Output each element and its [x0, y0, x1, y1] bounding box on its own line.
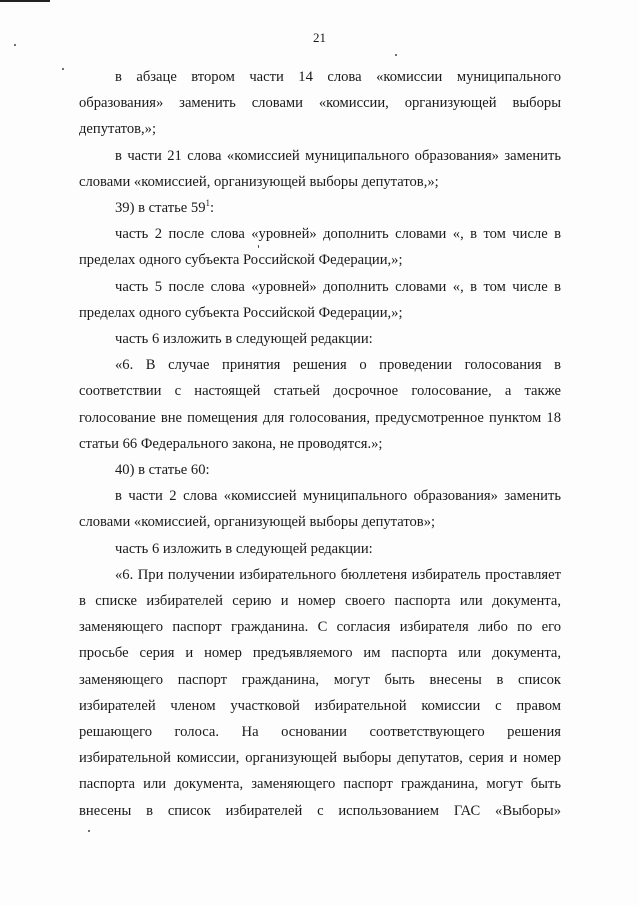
paragraph-2: в части 21 слова «комиссией муниципального образования» заменить словами «комиссией, организующей выборы депутатов,»;	[79, 147, 561, 190]
paragraph-5: часть 5 после слова «уровней» дополнить словами «, в том числе в пределах одного субъекта Российской Федерации,»;	[79, 278, 561, 321]
scan-speck	[62, 68, 64, 70]
paragraph-3	[79, 195, 561, 221]
paragraph-11: «6. При получении избирательного бюллетеня избиратель проставляет в списке избирателей серию и номер своего паспорта или документа, заменяющего паспорт гражданина. С согласия избирателя либо по его просьбе серия и номер предъявляемого им паспорта или документа, заменяющего паспорт гражданина, могут быть внесены в список избирателей членом участковой избирательной комиссии с правом решающего голоса. На основании соответствующего решения избирательной комиссии, организующей выборы депутатов, серия и номер паспорта или документа, заменяющего паспорт гражданина, могут быть внесены в список избирателей с использованием ГАС «Выборы»	[79, 566, 561, 819]
paragraph-4: часть 2 после слова «уровней» дополнить словами «, в том числе в пределах одного субъекта Российской Федерации,»;	[79, 226, 561, 269]
paragraph-6: часть 6 изложить в следующей редакции:	[115, 331, 373, 348]
document-body	[79, 64, 561, 824]
paragraph-9: в части 2 слова «комиссией муниципального образования» заменить словами «комиссией, организующей выборы депутатов»;	[79, 488, 561, 531]
article-ref: 39) в статье 59	[115, 200, 206, 217]
article-superscript: 1	[205, 198, 211, 209]
paragraph-10: часть 6 изложить в следующей редакции:	[115, 540, 373, 557]
paragraph-1: в абзаце втором части 14 слова «комиссии муниципального образования» заменить словами «комиссии, организующей выборы депутатов,»;	[79, 69, 561, 138]
paragraph-8: 40) в статье 60:	[115, 462, 210, 479]
scan-edge-mark	[0, 0, 50, 2]
scan-speck	[395, 54, 397, 56]
scan-speck	[88, 830, 90, 832]
paragraph-7: «6. В случае принятия решения о проведении голосования в соответствии с настоящей статьей досрочное голосование, а также голосование вне помещения для голосования, предусмотренное пунктом 18 статьи 66 Федерального закона, не проводятся.»;	[79, 357, 561, 452]
page-number: 21	[313, 30, 326, 45]
article-ref-suffix: :	[210, 200, 215, 217]
